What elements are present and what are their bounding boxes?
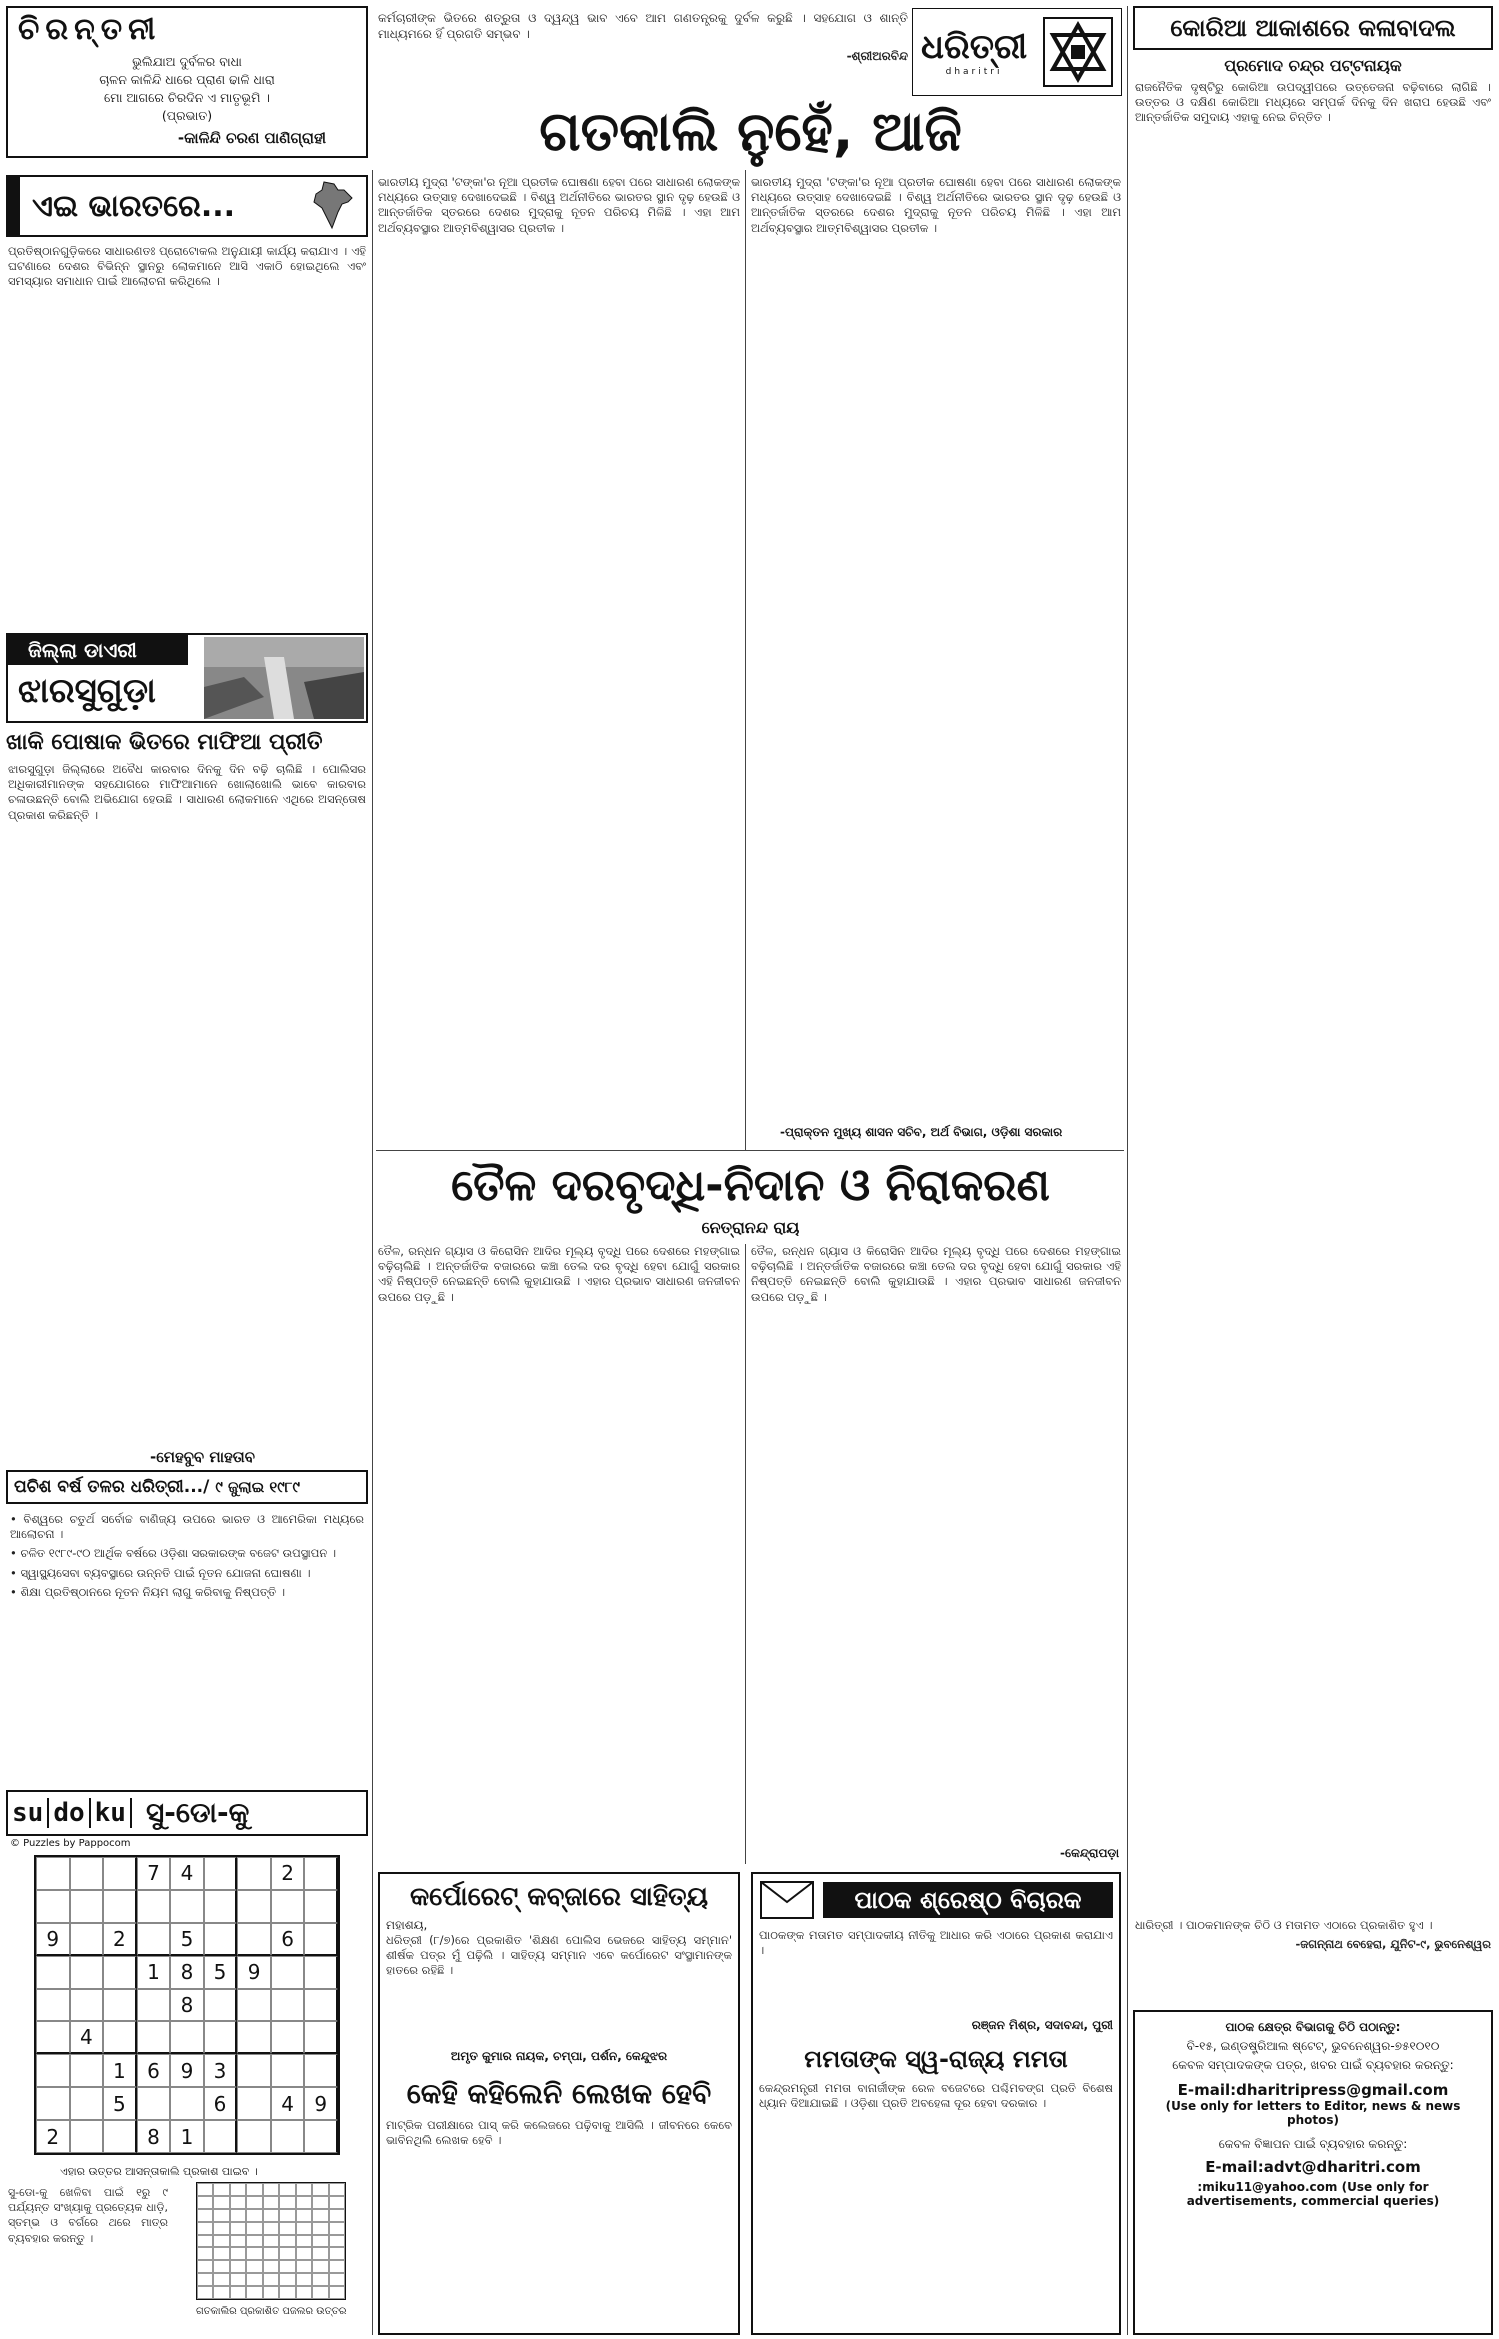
sudoku-cell[interactable]: 9 xyxy=(304,2087,338,2120)
pachisa-item: • ସ୍ୱାସ୍ଥ୍ୟସେବା ବ୍ୟବସ୍ଥାରେ ଉନ୍ନତି ପାଇଁ ନୂତନ ଯୋଜନା ଘୋଷଣା । xyxy=(10,1565,311,1580)
solution-cell xyxy=(329,2196,345,2209)
poem-line-4: (ପ୍ରଭାତ) xyxy=(161,108,213,123)
solution-cell xyxy=(312,2260,328,2273)
solution-cell xyxy=(263,2260,279,2273)
main-article-col1 xyxy=(378,175,740,1150)
sudoku-cell[interactable]: 1 xyxy=(103,2054,137,2087)
solution-cell xyxy=(230,2235,246,2248)
solution-cell xyxy=(246,2209,262,2222)
oil-article-col2 xyxy=(751,1244,1121,1844)
sudoku-cell[interactable] xyxy=(304,1890,338,1923)
jilla-diary-place: ଝାରସୁଗୁଡ଼ା xyxy=(18,671,156,711)
sudoku-cell[interactable] xyxy=(237,1923,271,1956)
sudoku-cell[interactable] xyxy=(70,1956,104,1989)
envelope-icon xyxy=(759,1880,815,1920)
solution-cell xyxy=(213,2286,229,2299)
solution-cell xyxy=(230,2183,246,2196)
sudoku-cell[interactable] xyxy=(36,1956,70,1989)
poem-attribution: -କାଳିନ୍ଦି ଚରଣ ପାଣିଗ୍ରାହୀ xyxy=(177,129,326,147)
solution-cell xyxy=(197,2183,213,2196)
oil-article-text-cont: ତୈଳ, ରନ୍ଧନ ଗ୍ୟାସ ଓ କିରୋସିନ ଆଦିର ମୂଲ୍ୟ ବୃଦ୍ଧି ପରେ ଦେଶରେ ମହଙ୍ଗାଇ ବଢ଼ିଚାଲିଛି । ଅନ୍ତର୍ଜାତିକ ବଜାରରେ କଞ୍ଚା ତେଲ ଦର ବୃଦ୍ଧି ହେବା ଯୋଗୁଁ ସରକାର ଏହି ନିଷ୍ପତ୍ତି ନେଇଛନ୍ତି ବୋଲି କୁହାଯାଉଛି । ଏହାର ପ୍ରଭାବ ସାଧାରଣ ଜନଜୀବନ ଉପରେ ପଡ଼ୁଛି । xyxy=(751,1244,1121,1304)
pachisa-item: • ଶିକ୍ଷା ପ୍ରତିଷ୍ଠାନରେ ନୂତନ ନିୟମ ଲାଗୁ କରିବାକୁ ନିଷ୍ପତ୍ତି । xyxy=(10,1584,286,1599)
sudoku-odia-title: ସୁ-ଡୋ-କୁ xyxy=(145,1796,250,1829)
solution-cell xyxy=(213,2260,229,2273)
pathaka-body: ପାଠକଙ୍କ ମତାମତ ସମ୍ପାଦକୀୟ ନୀତିକୁ ଆଧାର କରି ଏଠାରେ ପ୍ରକାଶ କରାଯାଏ । xyxy=(759,1928,1113,1958)
korea-text: ରାଜନୈତିକ ଦୃଷ୍ଟିରୁ କୋରିଆ ଉପଦ୍ୱୀପରେ ଉତ୍ତେଜନା ବଢ଼ିବାରେ ଲାଗିଛି । ଉତ୍ତର ଓ ଦକ୍ଷିଣ କୋରିଆ ମଧ୍ୟରେ ସମ୍ପର୍କ ଦିନକୁ ଦିନ ଖରାପ ହେଉଛି ଏବଂ ଆନ୍ତର୍ଜାତିକ ସମୁଦାୟ ଏହାକୁ ନେଇ ଚିନ୍ତିତ । xyxy=(1135,80,1491,125)
main-article-text-cont: ଭାରତୀୟ ମୁଦ୍ରା 'ଟଙ୍କା'ର ନୂଆ ପ୍ରତୀକ ଘୋଷଣା ହେବା ପରେ ସାଧାରଣ ଲୋକଙ୍କ ମଧ୍ୟରେ ଉତ୍ସାହ ଦେଖାଦେଇଛି । ବିଶ୍ୱ ଅର୍ଥନୀତିରେ ଭାରତର ସ୍ଥାନ ଦୃଢ଼ ହେଉଛି ଓ ଆନ୍ତର୍ଜାତିକ ସ୍ତରରେ ଦେଶର ମୁଦ୍ରାକୁ ନୂତନ ପରିଚୟ ମିଳିଛି । ଏହା ଆମ ଅର୍ଥବ୍ୟବସ୍ଥାର ଆତ୍ମବିଶ୍ୱାସର ପ୍ରତୀକ । xyxy=(751,175,1121,235)
sudoku-cell[interactable] xyxy=(237,2054,271,2087)
sudoku-cell[interactable] xyxy=(204,1857,238,1890)
sudoku-cell[interactable]: 8 xyxy=(170,1956,204,1989)
sudoku-cell[interactable] xyxy=(170,1890,204,1923)
solution-cell xyxy=(296,2222,312,2235)
pathaka-box xyxy=(751,1872,1121,2335)
sudoku-cell[interactable] xyxy=(137,1923,171,1956)
pachisa-barsha-list xyxy=(10,1512,364,1782)
sudoku-cell[interactable] xyxy=(103,1956,137,1989)
solution-cell xyxy=(312,2286,328,2299)
sudoku-cell[interactable]: 2 xyxy=(271,1857,305,1890)
main-article-credit: -ପ୍ରାକ୍ତନ ମୁଖ୍ୟ ଶାସନ ସଚିବ, ଅର୍ଥ ବିଭାଗ, ଓଡ଼ିଶା ସରକାର xyxy=(780,1125,1063,1139)
solution-cell xyxy=(230,2260,246,2273)
solution-cell xyxy=(246,2286,262,2299)
sudoku-cell[interactable]: 1 xyxy=(137,1956,171,1989)
solution-cell xyxy=(279,2286,295,2299)
main-article-text: ଭାରତୀୟ ମୁଦ୍ରା 'ଟଙ୍କା'ର ନୂଆ ପ୍ରତୀକ ଘୋଷଣା ହେବା ପରେ ସାଧାରଣ ଲୋକଙ୍କ ମଧ୍ୟରେ ଉତ୍ସାହ ଦେଖାଦେଇଛି । ବିଶ୍ୱ ଅର୍ଥନୀତିରେ ଭାରତର ସ୍ଥାନ ଦୃଢ଼ ହେଉଛି ଓ ଆନ୍ତର୍ଜାତିକ ସ୍ତରରେ ଦେଶର ମୁଦ୍ରାକୁ ନୂତନ ପରିଚୟ ମିଳିଛି । ଏହା ଆମ ଅର୍ଥବ୍ୟବସ୍ଥାର ଆତ୍ମବିଶ୍ୱାସର ପ୍ରତୀକ । xyxy=(378,175,740,235)
korea-headline: କୋରିଆ ଆକାଶରେ କଳାବାଦଲ xyxy=(1170,14,1456,42)
logo-subtext: dharitri xyxy=(945,67,1003,77)
sudoku-cell[interactable] xyxy=(237,2120,271,2153)
mafia-text: ଝାରସୁଗୁଡ଼ା ଜିଲ୍ଲାରେ ଅବୈଧ କାରବାର ଦିନକୁ ଦିନ ବଢ଼ି ଚାଲିଛି । ପୋଲିସର ଅଧିକାରୀମାନଙ୍କ ସହଯୋଗରେ ମାଫିଆମାନେ ଖୋଲାଖୋଲି ଭାବେ କାରବାର ଚଳାଉଛନ୍ତି ବୋଲି ଅଭିଯୋଗ ହେଉଛି । ସାଧାରଣ ଲୋକମାନେ ଏଥିରେ ଅସନ୍ତୋଷ ପ୍ରକାଶ କରିଛନ୍ତି । xyxy=(8,762,366,822)
contact-email-ads[interactable]: E-mail:advt@dharitri.com xyxy=(1205,2158,1421,2176)
solution-cell xyxy=(197,2260,213,2273)
oil-credit: -କେନ୍ଦ୍ରାପଡ଼ା xyxy=(1060,1846,1120,1860)
sudoku-cell[interactable] xyxy=(237,1890,271,1923)
top-quote-attr: -ଶ୍ରୀଅରବିନ୍ଦ xyxy=(846,49,908,63)
pathaka-title: ପାଠକ ଶ୍ରେଷ୍ଠ ବିଚାରକ xyxy=(823,1882,1113,1918)
sudoku-cell[interactable]: 4 xyxy=(70,2021,104,2054)
sudoku-brand-su: su xyxy=(8,1798,49,1828)
kehi-headline: କେହି କହିଲେନି ଲେଖକ ହେବି xyxy=(406,2077,712,2110)
solution-cell xyxy=(246,2247,262,2260)
sudoku-cell[interactable] xyxy=(304,1989,338,2022)
pachisa-item: • ଚଳିତ ୧୯୮୯-୯୦ ଆର୍ଥିକ ବର୍ଷରେ ଓଡ଼ିଶା ସରକାରଙ୍କ ବଜେଟ ଉପସ୍ଥାପନ । xyxy=(10,1546,337,1561)
sudoku-cell[interactable] xyxy=(304,1923,338,1956)
sudoku-cell[interactable] xyxy=(70,2054,104,2087)
sudoku-cell[interactable] xyxy=(137,2021,171,2054)
sudoku-cell[interactable] xyxy=(271,2120,305,2153)
solution-cell xyxy=(312,2222,328,2235)
solution-cell xyxy=(213,2209,229,2222)
solution-cell xyxy=(213,2222,229,2235)
sudoku-cell[interactable] xyxy=(36,1989,70,2022)
sudoku-cell[interactable] xyxy=(70,1923,104,1956)
sudoku-cell[interactable]: 9 xyxy=(170,2054,204,2087)
dharitri-logo xyxy=(912,8,1122,96)
solution-cell xyxy=(246,2235,262,2248)
solution-cell xyxy=(279,2273,295,2286)
pachisa-barsha-date: ୯ ଜୁଲାଇ ୧୯୮୯ xyxy=(215,1478,300,1496)
sudoku-cell[interactable] xyxy=(103,2021,137,2054)
sudoku-cell[interactable] xyxy=(103,1989,137,2022)
pachisa-barsha-banner xyxy=(6,1470,368,1504)
mamata-headline: ମମତାଙ୍କ ସ୍ୱ-ରାଜ୍ୟ ମମତା xyxy=(804,2045,1068,2073)
sudoku-cell[interactable]: 5 xyxy=(103,2087,137,2120)
sudoku-cell[interactable] xyxy=(103,1890,137,1923)
sudoku-cell[interactable] xyxy=(36,1857,70,1890)
solution-cell xyxy=(312,2196,328,2209)
sudoku-cell[interactable] xyxy=(70,1989,104,2022)
sudoku-cell[interactable] xyxy=(36,2087,70,2120)
sudoku-cell[interactable]: 9 xyxy=(237,1956,271,1989)
solution-cell xyxy=(230,2273,246,2286)
solution-cell xyxy=(213,2183,229,2196)
solution-cell xyxy=(246,2260,262,2273)
sudoku-brand-do: do xyxy=(49,1798,90,1828)
solution-cell xyxy=(246,2273,262,2286)
sudoku-cell[interactable] xyxy=(271,1989,305,2022)
solution-cell xyxy=(312,2247,328,2260)
solution-cell xyxy=(296,2209,312,2222)
korea-author: ପ୍ରମୋଦ ଚନ୍ଦ୍ର ପଟ୍ଟନାୟକ xyxy=(1224,56,1402,75)
contact-address-1: ବି-୧୫, ଇଣ୍ଡଷ୍ଟ୍ରିଆଲ ଷ୍ଟେଟ୍, ଭୁବନେଶ୍ୱର-୭୫୧୦୧୦ xyxy=(1186,2039,1440,2053)
solution-cell xyxy=(312,2273,328,2286)
sudoku-cell[interactable] xyxy=(204,1923,238,1956)
sudoku-cell[interactable] xyxy=(170,2021,204,2054)
sudoku-cell[interactable] xyxy=(271,2021,305,2054)
sudoku-cell[interactable]: 1 xyxy=(170,2120,204,2153)
solution-cell xyxy=(296,2286,312,2299)
sudoku-note: ଏହାର ଉତ୍ତର ଆସନ୍ତାକାଲି ପ୍ରକାଶ ପାଇବ । xyxy=(60,2165,258,2178)
mafia-headline: ଖାକି ପୋଷାକ ଭିତରେ ମାଫିଆ ପ୍ରୀତି xyxy=(6,730,323,755)
waterfall-photo xyxy=(204,637,364,719)
solution-cell xyxy=(230,2247,246,2260)
sudoku-cell[interactable] xyxy=(304,1857,338,1890)
solution-cell xyxy=(197,2247,213,2260)
top-quote xyxy=(378,10,908,94)
sudoku-cell[interactable] xyxy=(237,2021,271,2054)
solution-cell xyxy=(197,2273,213,2286)
oil-headline: ତୈଳ ଦରବୃଦ୍ଧି-ନିଦାନ ଓ ନିରାକରଣ xyxy=(451,1160,1050,1211)
solution-cell xyxy=(263,2247,279,2260)
solution-cell xyxy=(312,2183,328,2196)
mafia-body xyxy=(8,762,366,1442)
contact-email-ads-alt[interactable]: :miku11@yahoo.com (Use only for advertisements, commercial queries) xyxy=(1186,2180,1440,2208)
sudoku-cell[interactable] xyxy=(70,2087,104,2120)
sudoku-cell[interactable] xyxy=(204,2021,238,2054)
contact-email-editor[interactable]: E-mail:dharitripress@gmail.com xyxy=(1177,2081,1449,2099)
solution-cell xyxy=(329,2273,345,2286)
solution-cell xyxy=(296,2273,312,2286)
solution-cell xyxy=(263,2273,279,2286)
sudoku-cell[interactable] xyxy=(304,2120,338,2153)
solution-cell xyxy=(329,2209,345,2222)
sudoku-cell[interactable] xyxy=(137,1890,171,1923)
solution-cell xyxy=(279,2183,295,2196)
ei-bharatare-text: ପ୍ରତିଷ୍ଠାନଗୁଡ଼ିକରେ ସାଧାରଣତଃ ପ୍ରୋଟୋକଲ ଅନୁଯାୟୀ କାର୍ଯ୍ୟ କରାଯାଏ । ଏହି ଘଟଣାରେ ଦେଶର ବିଭିନ୍ନ ସ୍ଥାନରୁ ଲୋକମାନେ ଆସି ଏକାଠି ହୋଇଥିଲେ ଏବଂ ସମସ୍ୟାର ସମାଧାନ ପାଇଁ ଆଲୋଚନା କରିଥିଲେ । xyxy=(8,244,366,289)
right-letter xyxy=(1135,1918,1491,1998)
pachisa-item: • ବିଶ୍ୱରେ ଚତୁର୍ଥ ସର୍ବୋଚ୍ଚ ବାଣିଜ୍ୟ ଉପରେ ଭାରତ ଓ ଆମେରିକା ମଧ୍ୟରେ ଆଲୋଚନା । xyxy=(10,1512,364,1542)
sudoku-cell[interactable]: 9 xyxy=(36,1923,70,1956)
sudoku-cell[interactable] xyxy=(70,2120,104,2153)
main-article-col2 xyxy=(751,175,1121,1120)
star-emblem-icon xyxy=(1043,17,1113,87)
sudoku-solution-label: ଗତକାଲିର ପ୍ରକାଶିତ ପଜଲର ଉତ୍ତର xyxy=(196,2306,347,2317)
right-letter-text: ଧାରିତ୍ରୀ । ପାଠକମାନଙ୍କ ଚିଠି ଓ ମତାମତ ଏଠାରେ ପ୍ରକାଶିତ ହୁଏ । xyxy=(1135,1918,1433,1932)
sudoku-grid[interactable] xyxy=(34,1855,340,2155)
sudoku-cell[interactable] xyxy=(36,2021,70,2054)
sudoku-cell[interactable] xyxy=(271,1956,305,1989)
solution-cell xyxy=(213,2196,229,2209)
sudoku-cell[interactable] xyxy=(304,1956,338,1989)
sudoku-cell[interactable]: 6 xyxy=(271,1923,305,1956)
sudoku-cell[interactable]: 5 xyxy=(170,1923,204,1956)
solution-cell xyxy=(279,2235,295,2248)
column-rule xyxy=(372,170,373,2335)
oil-article-col1 xyxy=(378,1244,740,1864)
pathaka-signature: ରଞ୍ଜନ ମିଶ୍ର, ସଦାବନ୍ଦା, ପୁରୀ xyxy=(971,2018,1113,2032)
solution-cell xyxy=(329,2286,345,2299)
solution-cell xyxy=(296,2196,312,2209)
contact-address-2: କେବଳ ସମ୍ପାଦକଙ୍କ ପତ୍ର, ଖବର ପାଇଁ ବ୍ୟବହାର କରନ୍ତୁ: xyxy=(1172,2058,1454,2072)
solution-cell xyxy=(263,2196,279,2209)
sudoku-cell[interactable]: 2 xyxy=(103,1923,137,1956)
sudoku-cell[interactable] xyxy=(304,2021,338,2054)
column-rule xyxy=(745,170,746,1150)
sudoku-rules xyxy=(8,2185,168,2325)
solution-cell xyxy=(213,2235,229,2248)
mafia-author: -ମେହବୁବ ମାହତାବ xyxy=(150,1448,255,1466)
sudoku-cell[interactable] xyxy=(271,1890,305,1923)
solution-cell xyxy=(230,2209,246,2222)
contact-ads-label: କେବଳ ବିଜ୍ଞାପନ ପାଇଁ ବ୍ୟବହାର କରନ୍ତୁ: xyxy=(1218,2137,1408,2151)
corporate-body: ଧରିତ୍ରୀ (୮/୭)ରେ ପ୍ରକାଶିତ 'ଶିକ୍ଷଣ ପୋଲିସ ଭେଜରେ ସାହିତ୍ୟ ସମ୍ମାନ' ଶୀର୍ଷକ ପତ୍ର ମୁଁ ପଢ଼ିଲି । ସାହିତ୍ୟ ସମ୍ମାନ ଏବେ କର୍ପୋରେଟ ସଂସ୍ଥାମାନଙ୍କ ହାତରେ ରହିଛି । xyxy=(386,1933,732,1978)
corporate-box xyxy=(378,1872,740,2335)
sudoku-cell[interactable] xyxy=(204,1989,238,2022)
poem-line-2: ଚାଳନ କାଳିନ୍ଦି ଧାରେ ପ୍ରାଣ ଢାଳି ଧାରା xyxy=(99,72,275,87)
sudoku-cell[interactable]: 5 xyxy=(204,1956,238,1989)
poem-line-3: ମୋ ଆଗରେ ଚିରଦିନ ଏ ମାତୃଭୂମି । xyxy=(103,90,271,105)
solution-cell xyxy=(213,2273,229,2286)
section-rule xyxy=(376,1150,1124,1151)
column-rule xyxy=(745,1244,746,1864)
kehi-body: ମାଟ୍ରିକ ପରୀକ୍ଷାରେ ପାସ୍ କରି କଲେଜରେ ପଢ଼ିବାକୁ ଆସିଲି । ଜୀବନରେ କେବେ ଭାବିନଥିଲି ଲେଖକ ହେବି । xyxy=(386,2118,732,2148)
solution-cell xyxy=(246,2196,262,2209)
solution-cell xyxy=(197,2286,213,2299)
solution-cell xyxy=(329,2183,345,2196)
sudoku-solution-grid xyxy=(196,2182,346,2300)
solution-cell xyxy=(329,2260,345,2273)
pachisa-barsha-label: ପଚିଶ ବର୍ଷ ତଳର ଧରିତ୍ରୀ.../ xyxy=(14,1477,210,1497)
right-letter-sig: -ଜଗନ୍ନାଥ ବେହେରା, ଯୁନିଟ-୯, ଭୁବନେଶ୍ୱର xyxy=(1295,1937,1491,1952)
sudoku-cell[interactable] xyxy=(304,2054,338,2087)
solution-cell xyxy=(197,2196,213,2209)
sudoku-cell[interactable] xyxy=(103,1857,137,1890)
jilla-diary-label: ଜିଲ୍ଲା ଡାଏରୀ xyxy=(8,635,188,665)
korea-headline-box xyxy=(1133,6,1493,50)
sudoku-cell[interactable]: 7 xyxy=(137,1857,171,1890)
solution-cell xyxy=(296,2183,312,2196)
top-quote-text: କର୍ମଚାରୀଙ୍କ ଭିତରେ ଶତ୍ରୁତା ଓ ଦ୍ୱନ୍ଦ୍ୱ ଭାବ ଏବେ ଆମ ଗଣତନ୍ତ୍ରକୁ ଦୁର୍ବଳ କରୁଛି । ସହଯୋଗ ଓ ଶାନ୍ତି ମାଧ୍ୟମରେ ହିଁ ପ୍ରଗତି ସମ୍ଭବ । xyxy=(378,11,908,41)
sudoku-rules-text: ସୁ-ଡୋ-କୁ ଖେଳିବା ପାଇଁ ୧ରୁ ୯ ପର୍ଯ୍ୟନ୍ତ ସଂଖ୍ୟାକୁ ପ୍ରତ୍ୟେକ ଧାଡ଼ି, ସ୍ତମ୍ଭ ଓ ବର୍ଗରେ ଥରେ ମାତ୍ର ବ୍ୟବହାର କରନ୍ତୁ । xyxy=(8,2186,168,2245)
sudoku-cell[interactable] xyxy=(103,2120,137,2153)
sudoku-banner xyxy=(6,1790,368,1836)
solution-cell xyxy=(197,2209,213,2222)
column-rule xyxy=(1127,6,1128,2335)
solution-cell xyxy=(197,2235,213,2248)
sudoku-cell[interactable]: 3 xyxy=(204,2054,238,2087)
sudoku-cell[interactable]: 6 xyxy=(204,2087,238,2120)
sudoku-cell[interactable]: 4 xyxy=(170,1857,204,1890)
main-headline: ଗତକାଲି ନୁହେଁ, ଆଜି xyxy=(539,100,962,163)
sudoku-cell[interactable] xyxy=(237,2087,271,2120)
sudoku-cell[interactable] xyxy=(36,2054,70,2087)
sudoku-cell[interactable] xyxy=(70,1857,104,1890)
solution-cell xyxy=(329,2235,345,2248)
solution-cell xyxy=(279,2222,295,2235)
corporate-salutation: ମହାଶୟ, xyxy=(386,1918,428,1932)
ei-bharatare-title: ଏଇ ଭାରତରେ... xyxy=(32,188,236,224)
poem-line-1: ଭୁଲିଯାଅ ଦୁର୍ବଳର ବାଧା xyxy=(132,54,242,69)
sudoku-cell[interactable] xyxy=(137,2087,171,2120)
solution-cell xyxy=(279,2247,295,2260)
sudoku-cell[interactable]: 4 xyxy=(271,2087,305,2120)
sudoku-cell[interactable] xyxy=(237,1857,271,1890)
solution-cell xyxy=(197,2222,213,2235)
solution-cell xyxy=(279,2260,295,2273)
solution-cell xyxy=(296,2235,312,2248)
sudoku-cell[interactable] xyxy=(170,2087,204,2120)
sudoku-cell[interactable] xyxy=(271,2054,305,2087)
solution-cell xyxy=(312,2235,328,2248)
solution-cell xyxy=(230,2222,246,2235)
sudoku-cell[interactable] xyxy=(237,1989,271,2022)
logo-wordmark: ଧରିତ୍ରୀ xyxy=(920,27,1028,67)
chirantani-title: ଚିରନ୍ତନୀ xyxy=(18,12,162,47)
solution-cell xyxy=(329,2222,345,2235)
sudoku-cell[interactable]: 6 xyxy=(137,2054,171,2087)
solution-cell xyxy=(263,2209,279,2222)
solution-cell xyxy=(263,2235,279,2248)
sudoku-cell[interactable] xyxy=(204,2120,238,2153)
solution-cell xyxy=(246,2222,262,2235)
solution-cell xyxy=(279,2209,295,2222)
sudoku-cell[interactable] xyxy=(36,1890,70,1923)
solution-cell xyxy=(329,2247,345,2260)
oil-article-text: ତୈଳ, ରନ୍ଧନ ଗ୍ୟାସ ଓ କିରୋସିନ ଆଦିର ମୂଲ୍ୟ ବୃଦ୍ଧି ପରେ ଦେଶରେ ମହଙ୍ଗାଇ ବଢ଼ିଚାଲିଛି । ଅନ୍ତର୍ଜାତିକ ବଜାରରେ କଞ୍ଚା ତେଲ ଦର ବୃଦ୍ଧି ହେବା ଯୋଗୁଁ ସରକାର ଏହି ନିଷ୍ପତ୍ତି ନେଇଛନ୍ତି ବୋଲି କୁହାଯାଉଛି । ଏହାର ପ୍ରଭାବ ସାଧାରଣ ଜନଜୀବନ ଉପରେ ପଡ଼ୁଛି । xyxy=(378,1244,740,1304)
solution-cell xyxy=(263,2286,279,2299)
india-map-icon xyxy=(304,178,360,234)
solution-cell xyxy=(230,2286,246,2299)
corporate-signature: ଅମୃତ କୁମାର ନାୟକ, ଚମ୍ପା, ପର୍ଶନ, କେନ୍ଦୁଝର xyxy=(450,2049,668,2063)
sudoku-cell[interactable] xyxy=(137,1989,171,2022)
solution-cell xyxy=(246,2183,262,2196)
contact-heading: ପାଠକ କ୍ଷେତ୍ର ବିଭାଗକୁ ଚିଠି ପଠାନ୍ତୁ: xyxy=(1225,2020,1401,2034)
ei-bharatare-body xyxy=(8,244,366,626)
solution-cell xyxy=(279,2196,295,2209)
sudoku-brand-ku: ku xyxy=(91,1798,132,1828)
solution-cell xyxy=(263,2183,279,2196)
jilla-diary-box xyxy=(6,633,368,723)
solution-cell xyxy=(312,2209,328,2222)
contact-box xyxy=(1133,2010,1493,2335)
solution-cell xyxy=(296,2260,312,2273)
solution-cell xyxy=(263,2222,279,2235)
sudoku-cell[interactable] xyxy=(70,1890,104,1923)
oil-author: ନେତ୍ରାନନ୍ଦ ରାୟ xyxy=(701,1218,800,1237)
sudoku-cell[interactable]: 2 xyxy=(36,2120,70,2153)
korea-body xyxy=(1135,80,1491,1910)
solution-cell xyxy=(213,2247,229,2260)
solution-cell xyxy=(230,2196,246,2209)
contact-email-editor-note: (Use only for letters to Editor, news & news photos) xyxy=(1165,2099,1461,2127)
sudoku-cell[interactable] xyxy=(204,1890,238,1923)
sudoku-credit: © Puzzles by Pappocom xyxy=(10,1838,131,1849)
sudoku-cell[interactable]: 8 xyxy=(170,1989,204,2022)
chirantani-box xyxy=(6,6,368,158)
sudoku-cell[interactable]: 8 xyxy=(137,2120,171,2153)
ei-bharatare-banner xyxy=(6,175,368,237)
mamata-body: କେନ୍ଦ୍ରମନ୍ତ୍ରୀ ମମତା ବାନାର୍ଜୀଙ୍କ ରେଳ ବଜେଟରେ ପଶ୍ଚିମବଙ୍ଗ ପ୍ରତି ବିଶେଷ ଧ୍ୟାନ ଦିଆଯାଇଛି । ଓଡ଼ିଶା ପ୍ରତି ଅବହେଳା ଦୂର ହେବା ଦରକାର । xyxy=(759,2081,1113,2111)
corporate-headline: କର୍ପୋରେଟ୍ କବ୍ଜାରେ ସାହିତ୍ୟ xyxy=(409,1882,709,1912)
solution-cell xyxy=(296,2247,312,2260)
